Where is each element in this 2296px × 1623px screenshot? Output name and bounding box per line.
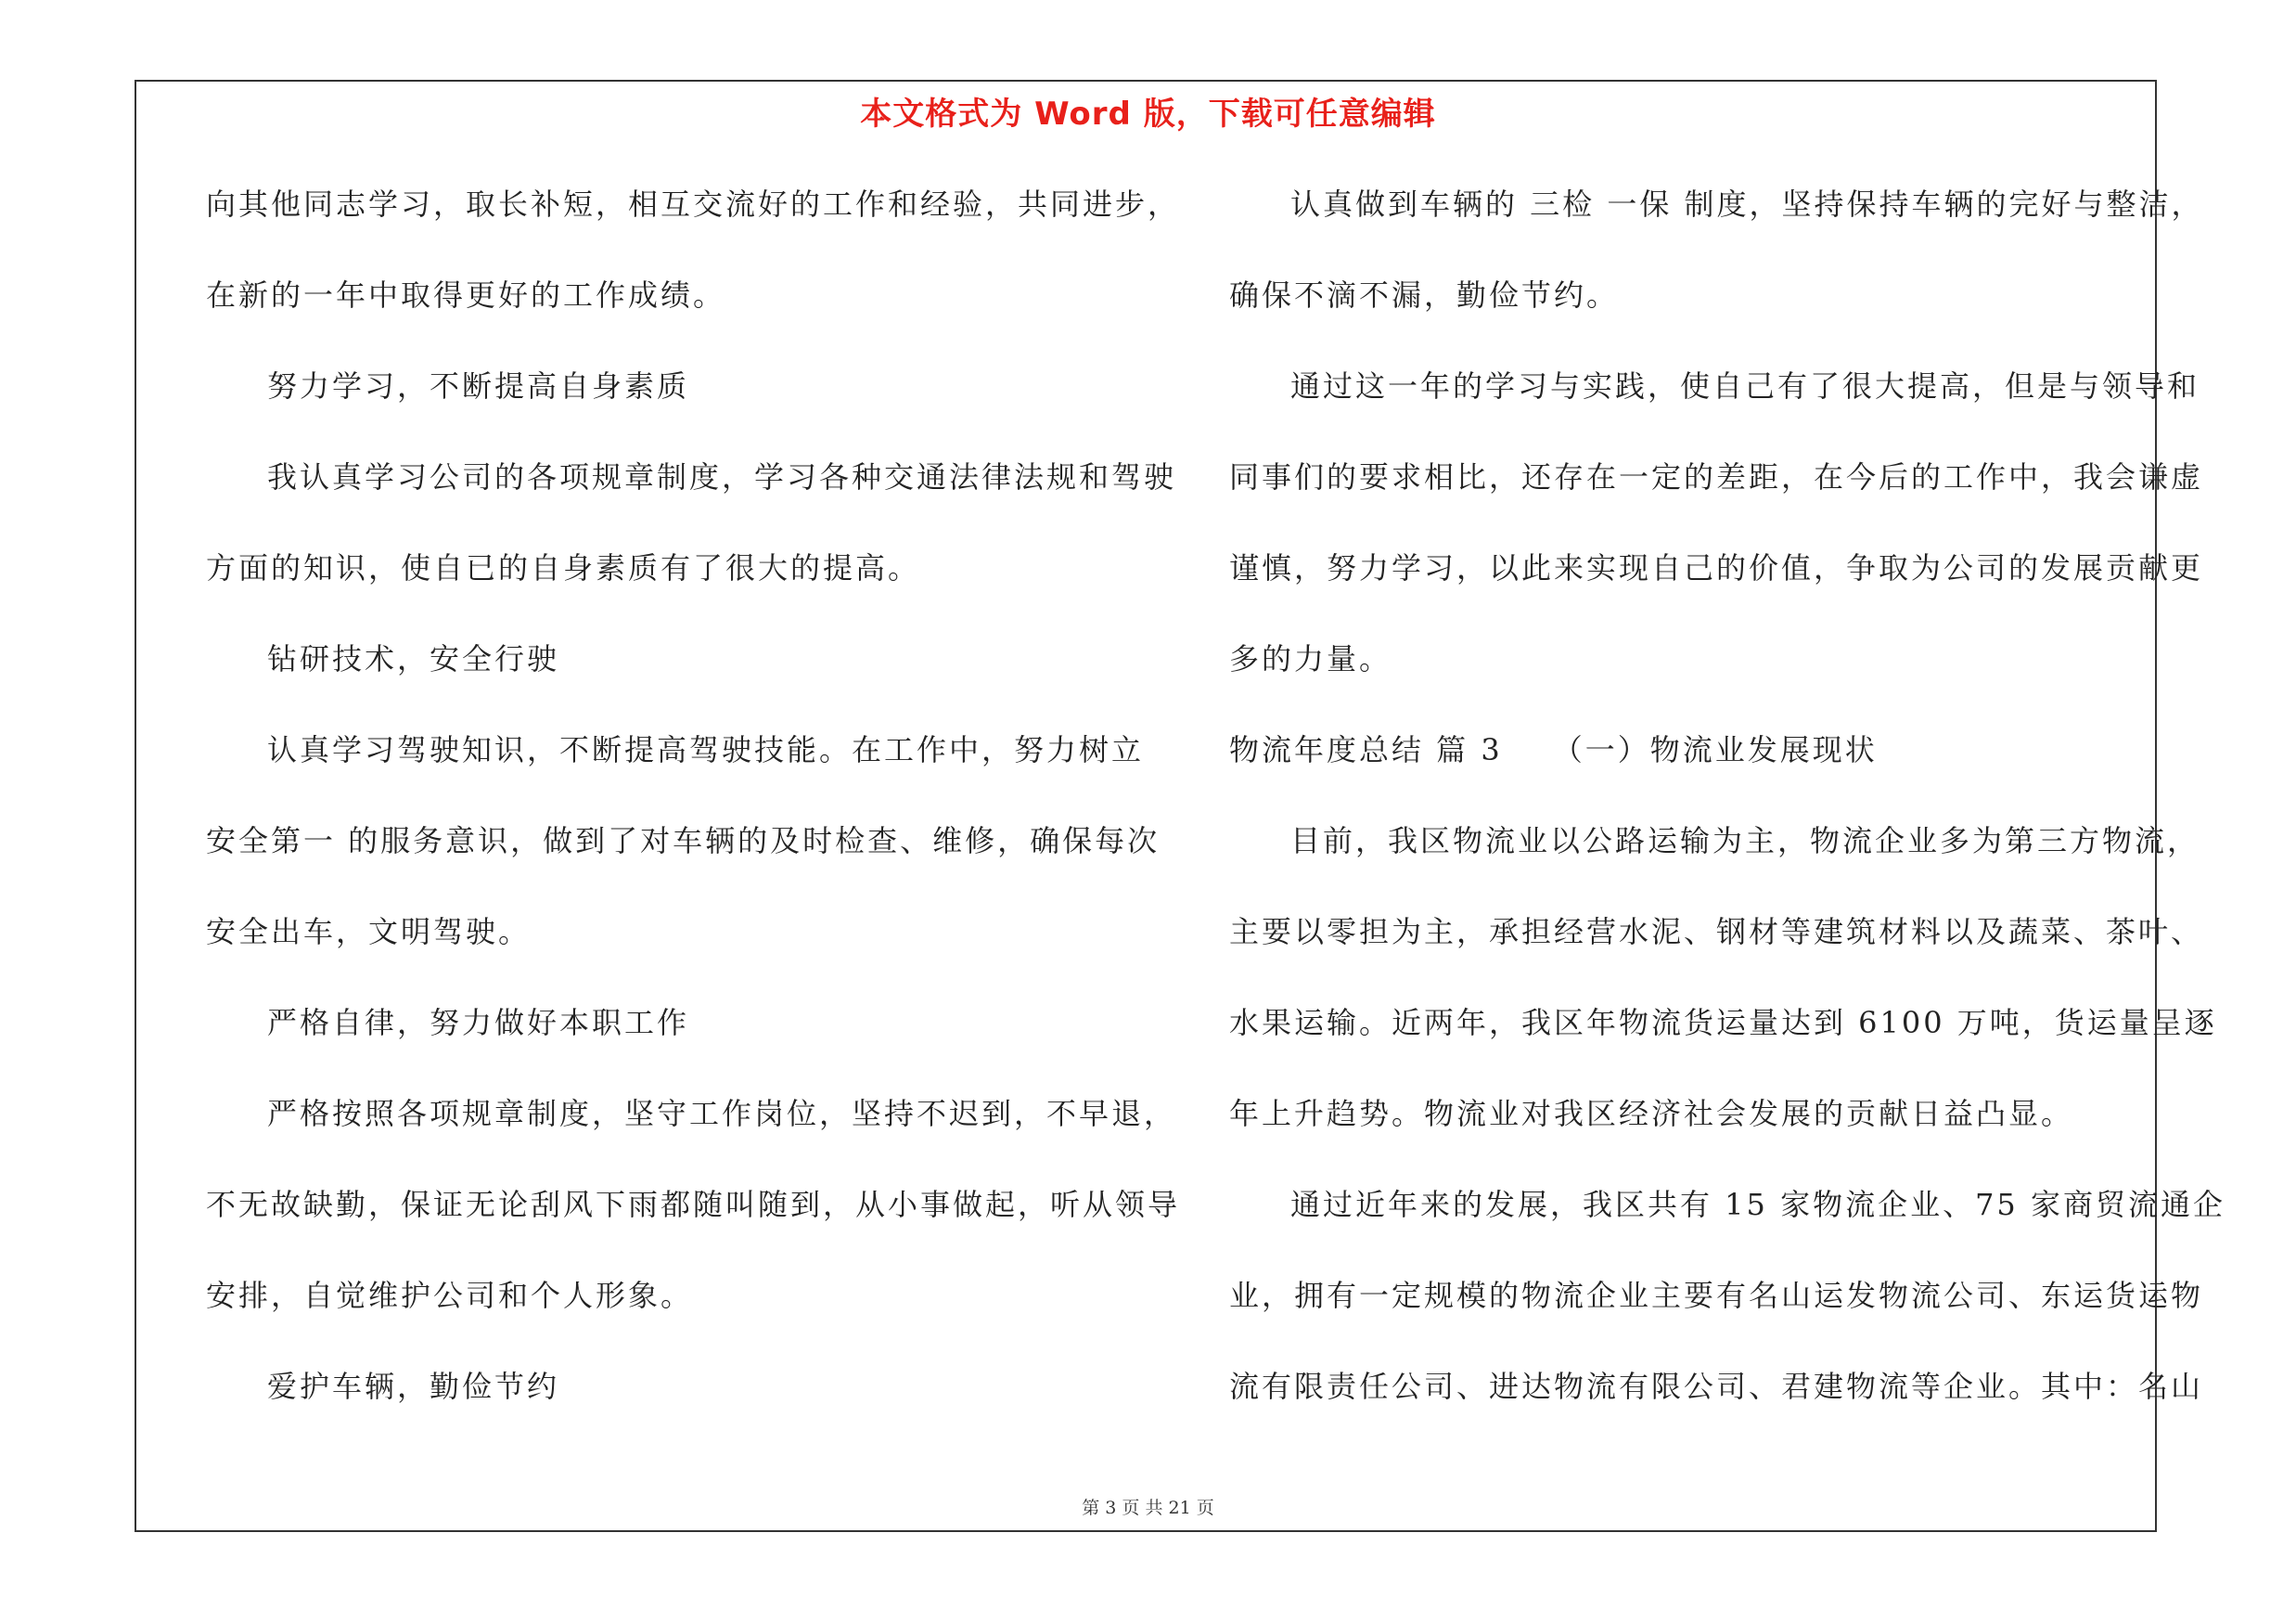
paragraph-line: 向其他同志学习，取长补短，相互交流好的工作和经验，共同进步， [206,187,1181,222]
paragraph-line: 认真做到车辆的 三检 一保 制度，坚持保持车辆的完好与整洁， [1290,187,2204,222]
page-number: 第 3 页 共 21 页 [1082,1498,1214,1518]
paragraph-line: 确保不滴不漏，勤俭节约。 [1229,277,1620,313]
paragraph-line: 方面的知识，使自已的自身素质有了很大的提高。 [206,550,921,586]
paragraph-line: 在新的一年中取得更好的工作成绩。 [206,277,726,313]
section-heading: 钻研技术，安全行驶 [267,641,560,676]
section-heading: 努力学习，不断提高自身素质 [267,368,690,404]
paragraph-line: 安全第一 的服务意识，做到了对车辆的及时检查、维修，确保每次 [206,823,1161,858]
paragraph-line: 通过这一年的学习与实践，使自己有了很大提高，但是与领导和 [1290,368,2200,404]
paragraph-line: 通过近年来的发展，我区共有 15 家物流企业、75 家商贸流通企 [1290,1187,2225,1222]
paragraph-line: 不无故缺勤，保证无论刮风下雨都随叫随到，从小事做起，听从领导 [206,1187,1181,1222]
paragraph-line: 水果运输。近两年，我区年物流货运量达到 6100 万吨，货运量呈逐 [1229,1005,2217,1040]
section-heading: 爱护车辆，勤俭节约 [267,1369,560,1404]
paragraph-line: 认真学习驾驶知识，不断提高驾驶技能。在工作中，努力树立 [267,732,1145,767]
paragraph-line: 目前，我区物流业以公路运输为主，物流企业多为第三方物流， [1290,823,2200,858]
paragraph-line: 我认真学习公司的各项规章制度，学习各种交通法律法规和驾驶 [267,459,1177,495]
paragraph-line: 年上升趋势。物流业对我区经济社会发展的贡献日益凸显。 [1229,1096,2074,1131]
paragraph-line: 同事们的要求相比，还存在一定的差距，在今后的工作中，我会谦虚 [1229,459,2204,495]
paragraph-line: 安排，自觉维护公司和个人形象。 [206,1278,694,1313]
paragraph-line: 谨慎，努力学习，以此来实现自己的价值，争取为公司的发展贡献更 [1229,550,2204,586]
header-title: 本文格式为 Word 版，下载可任意编辑 [860,96,1436,133]
paragraph-line: 严格按照各项规章制度，坚守工作岗位，坚持不迟到，不早退， [267,1096,1177,1131]
paragraph-line: 多的力量。 [1229,641,1392,676]
paragraph-line: 业，拥有一定规模的物流企业主要有名山运发物流公司、东运货运物 [1229,1278,2204,1313]
section-heading: 物流年度总结 篇 3 （一）物流业发展现状 [1229,732,1878,767]
paragraph-line: 安全出车，文明驾驶。 [206,914,532,949]
paragraph-line: 流有限责任公司、进达物流有限公司、君建物流等企业。其中：名山 [1229,1369,2204,1404]
section-heading: 严格自律，努力做好本职工作 [267,1005,690,1040]
paragraph-line: 主要以零担为主，承担经营水泥、钢材等建筑材料以及蔬菜、茶叶、 [1229,914,2204,949]
